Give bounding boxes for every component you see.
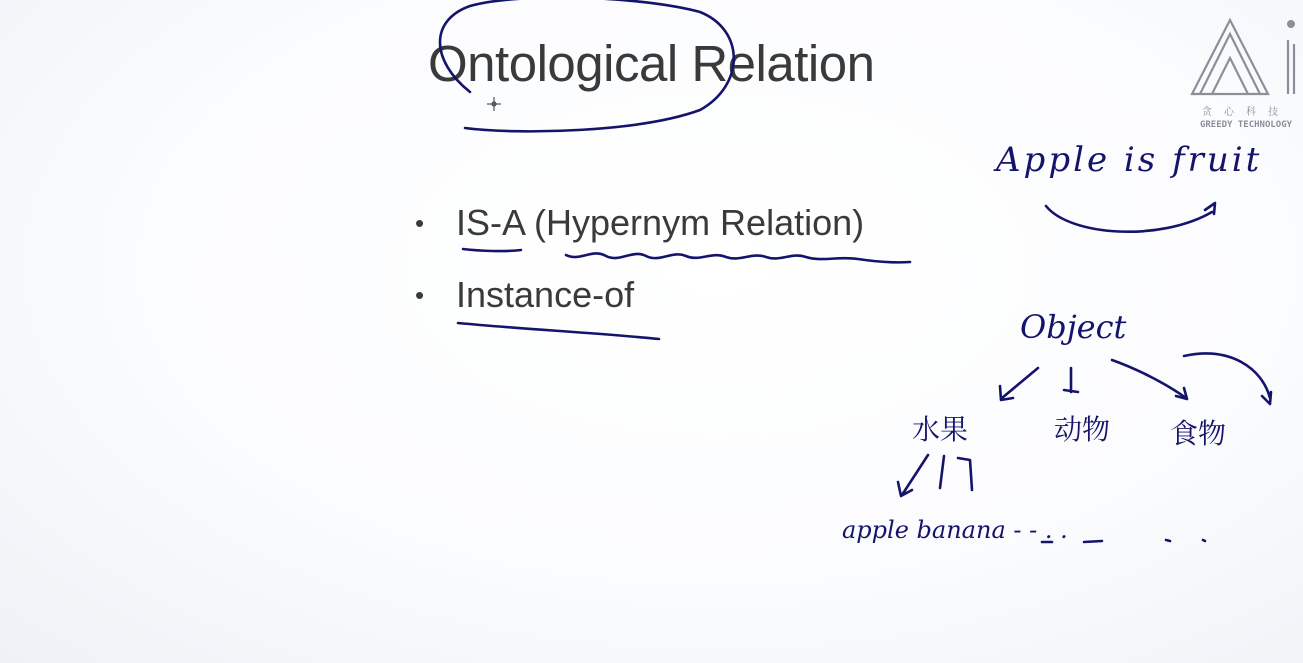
- ink-arrow-apple-to-fruit: [1046, 203, 1215, 232]
- bullet-text-is-a: IS-A (Hypernym Relation): [456, 202, 865, 243]
- ink-leaf-row: apple banana - - . .: [842, 516, 1068, 544]
- bullet-marker: •: [415, 280, 425, 310]
- ink-arrow-object-to-fruit: [1000, 368, 1038, 400]
- ink-underline-is-a: [463, 249, 521, 251]
- ink-arrow-extra-curve: [1184, 354, 1271, 404]
- ink-tree-root: Object: [1020, 308, 1127, 346]
- ink-underline-instance-of: [458, 323, 659, 339]
- ink-arrow-fruit-to-banana: [940, 456, 972, 490]
- ink-circle-title: [440, 0, 734, 131]
- bullet-marker: •: [415, 208, 425, 238]
- ink-tree-child-fruit: 水果: [912, 413, 969, 446]
- ink-arrow-fruit-to-apple: [898, 455, 928, 496]
- logo-english-name: GREEDY TECHNOLOGY: [1199, 120, 1293, 130]
- ink-arrow-object-to-food: [1112, 360, 1187, 399]
- bullet-text-instance-of: Instance-of: [456, 274, 635, 315]
- slide-title: Ontological Relation: [428, 35, 875, 92]
- ink-tree-child-food: 食物: [1170, 417, 1227, 450]
- ink-sentence: Apple is fruit: [996, 140, 1263, 180]
- ink-arrow-object-to-animal: [1064, 368, 1078, 392]
- ink-wavy-underline-hypernym: [566, 253, 910, 262]
- crosshair-cursor-icon: [487, 97, 501, 111]
- ink-tree-child-animal: 动物: [1054, 413, 1111, 446]
- logo-chinese-name: 贪心科技: [1202, 107, 1290, 118]
